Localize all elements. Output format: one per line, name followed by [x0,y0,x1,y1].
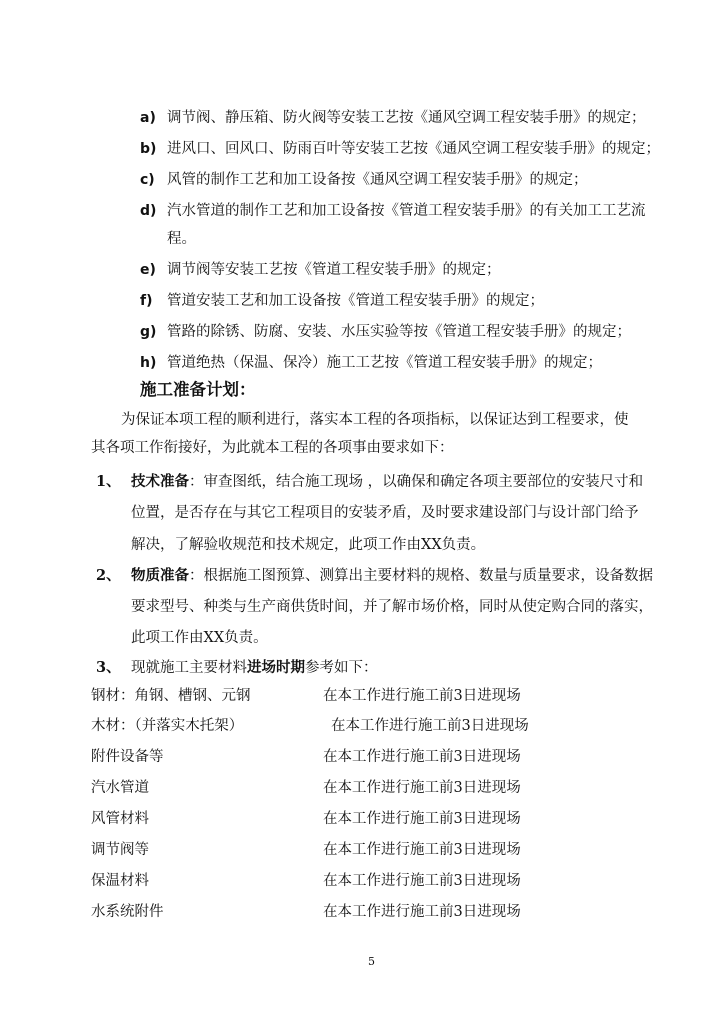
item-3-number: 3、 [96,659,121,676]
material-schedule-3: 在本工作进行施工前3日进现场 [323,749,521,765]
list-item-b: 进风口、回风口、防雨百叶等安装工艺按《通风空调工程安装手册》的规定； [167,141,660,157]
item-2-text-1: ：根据施工图预算、测算出主要材料的规格、数量与质量要求，设备数据 [189,568,653,584]
item-2-key: 物质准备 [131,567,189,584]
intro-line-1: 为保证本项工程的顺利进行，落实本工程的各项指标，以保证达到工程要求，使 [121,412,629,428]
material-name-1: 钢材：角钢、槽钢、元钢 [91,688,251,704]
item-2-line-1 [131,566,653,586]
material-name-8: 水系统附件 [91,904,164,920]
material-schedule-1: 在本工作进行施工前3日进现场 [323,688,521,704]
list-item-d: 汽水管道的制作工艺和加工设备按《管道工程安装手册》的有关加工工艺流 [167,203,646,219]
section-title: 施工准备计划： [140,380,256,399]
list-item-a: 调节阀、静压箱、防火阀等安装工艺按《通风空调工程安装手册》的规定； [167,110,646,126]
item-1-line-2: 位置，是否存在与其它工程项目的安装矛盾，及时要求建设部门与设计部门给予 [131,505,639,521]
item-2-number: 2、 [96,567,121,584]
page-number: 5 [368,955,375,968]
list-item-h: 管道绝热（保温、保冷）施工工艺按《管道工程安装手册》的规定； [167,355,602,371]
material-schedule-4: 在本工作进行施工前3日进现场 [323,780,521,796]
material-name-5: 风管材料 [91,811,149,827]
item-1-line-1 [131,472,643,492]
item-1-number: 1、 [96,473,121,490]
material-schedule-7: 在本工作进行施工前3日进现场 [323,873,521,889]
material-schedule-6: 在本工作进行施工前3日进现场 [323,842,521,858]
list-item-f: 管道安装工艺和加工设备按《管道工程安装手册》的规定； [167,293,544,309]
list-label-b: b) [140,141,157,157]
list-label-d: d) [140,203,157,219]
item-3-post: 参考如下： [305,660,378,676]
list-label-g: g) [140,324,157,340]
item-1-text-1: ：审查图纸，结合施工现场 ，以确保和确定各项主要部位的安装尺寸和 [189,474,644,490]
list-label-h: h) [140,355,157,371]
material-schedule-8: 在本工作进行施工前3日进现场 [323,904,521,920]
list-item-d-cont: 程。 [167,231,196,247]
material-name-6: 调节阀等 [91,842,149,858]
list-label-f: f) [140,293,153,309]
material-schedule-2: 在本工作进行施工前3日进现场 [331,718,529,734]
material-name-7: 保温材料 [91,873,149,889]
list-label-a: a) [140,110,156,126]
item-2-line-2: 要求型号、种类与生产商供货时间，并了解市场价格，同时从使定购合同的落实， [131,599,653,615]
item-3-pre: 现就施工主要材料 [131,660,247,676]
item-3-line [131,658,378,678]
material-name-2: 木材：（并落实木托架） [91,718,244,734]
material-name-4: 汽水管道 [91,780,149,796]
item-3-key: 进场时期 [247,659,305,676]
material-name-3: 附件设备等 [91,749,164,765]
intro-line-2: 其各项工作衔接好，为此就本工程的各项事由要求如下： [91,440,454,456]
item-1-key: 技术准备 [131,473,189,490]
item-2-line-3: 此项工作由XX负责。 [131,630,268,646]
list-item-g: 管路的除锈、防腐、安装、水压实验等按《管道工程安装手册》的规定； [167,324,631,340]
list-label-c: c) [140,172,155,188]
list-item-e: 调节阀等安装工艺按《管道工程安装手册》的规定； [167,262,501,278]
list-label-e: e) [140,262,156,278]
material-schedule-5: 在本工作进行施工前3日进现场 [323,811,521,827]
list-item-c: 风管的制作工艺和加工设备按《通风空调工程安装手册》的规定； [167,172,588,188]
item-1-line-3: 解决，了解验收规范和技术规定，此项工作由XX负责。 [131,537,486,553]
